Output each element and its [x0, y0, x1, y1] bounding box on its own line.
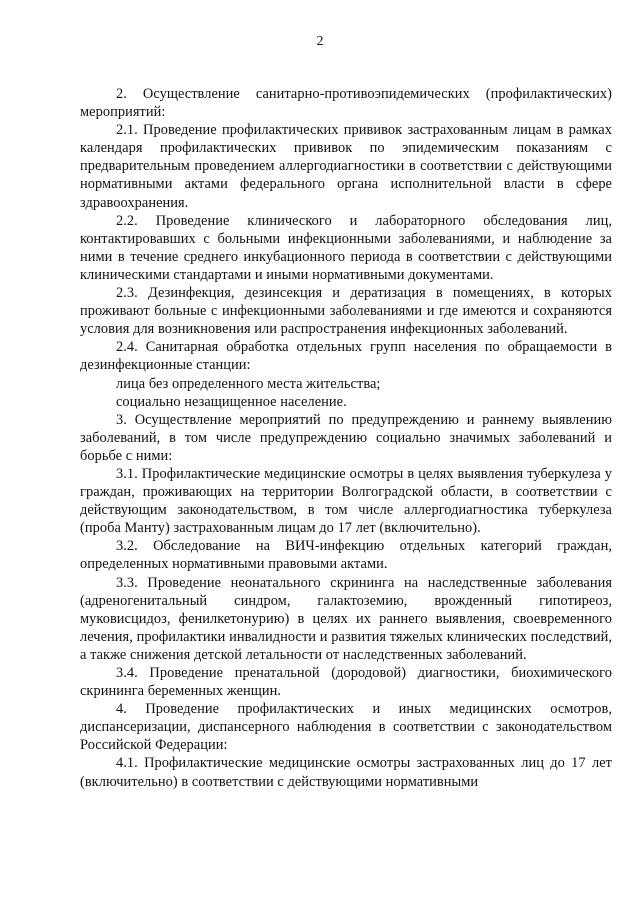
list-item-vulnerable: социально незащищенное население. [116, 393, 347, 410]
paragraph-3-3: 3.3. Проведение неонатального скрининга на наследственные заболевания (адреногенитальный синдром, галактоземию, врожденный гипотиреоз, муковисцидоз, фенилкетонурию) в целях их раннего выявления, своевременного лечения, профилактики инвалидности и развития тяжелых клинических последствий, а также снижения детской летальности от наследственных заболеваний. [80, 574, 612, 663]
paragraph-4-1: 4.1. Профилактические медицинские осмотры застрахованных лиц до 17 лет (включительно) в соответствии с действующими нормативными [80, 755, 612, 790]
paragraph-2-2: 2.2. Проведение клинического и лабораторного обследования лиц, контактировавших с больными инфекционными заболеваниями, и наблюдение за ними в течение среднего инкубационного периода в соответствии с действующими клиническими стандартами и иными нормативными документами. [80, 212, 612, 283]
paragraph-3-4: 3.4. Проведение пренатальной (дородовой) диагностики, биохимического скрининга беременных женщин. [80, 665, 612, 700]
document-body [80, 85, 612, 791]
paragraph-2-3: 2.3. Дезинфекция, дезинсекция и дератизация в помещениях, в которых проживают больные с инфекционными заболеваниями и где имеются и сохраняются условия для возникновения или распространения инфекционных заболеваний. [80, 285, 612, 338]
list-item-homeless: лица без определенного места жительства; [116, 375, 381, 392]
paragraph-3-1: 3.1. Профилактические медицинские осмотры в целях выявления туберкулеза у граждан, проживающих на территории Волгоградской области, в соответствии с действующим законодательством, в том числе аллергодиагностика туберкулеза (проба Манту) застрахованным лицам до 17 лет (включительно). [80, 465, 612, 537]
paragraph-2-4: 2.4. Санитарная обработка отдельных групп населения по обращаемости в дезинфекционные станции: [80, 339, 612, 374]
paragraph-section-4: 4. Проведение профилактических и иных медицинских осмотров, диспансеризации, диспансерного наблюдения в соответствии с законодательством Российской Федерации: [80, 701, 612, 754]
paragraph-2-1: 2.1. Проведение профилактических прививок застрахованным лицам в рамках календаря профилактических прививок по эпидемическим показаниям с предварительным проведением аллергодиагностики в соответствии с действующими нормативными актами федерального органа исполнительной власти в сфере здравоохранения. [80, 122, 612, 211]
paragraph-section-2: 2. Осуществление санитарно-противоэпидемических (профилактических) мероприятий: [80, 86, 612, 121]
paragraph-section-3: 3. Осуществление мероприятий по предупреждению и раннему выявлению заболеваний, в том числе предупреждению социально значимых заболеваний и борьбе с ними: [80, 411, 612, 464]
page-number: 2 [316, 34, 324, 49]
paragraph-3-2: 3.2. Обследование на ВИЧ-инфекцию отдельных категорий граждан, определенных нормативными правовыми актами. [80, 538, 612, 573]
